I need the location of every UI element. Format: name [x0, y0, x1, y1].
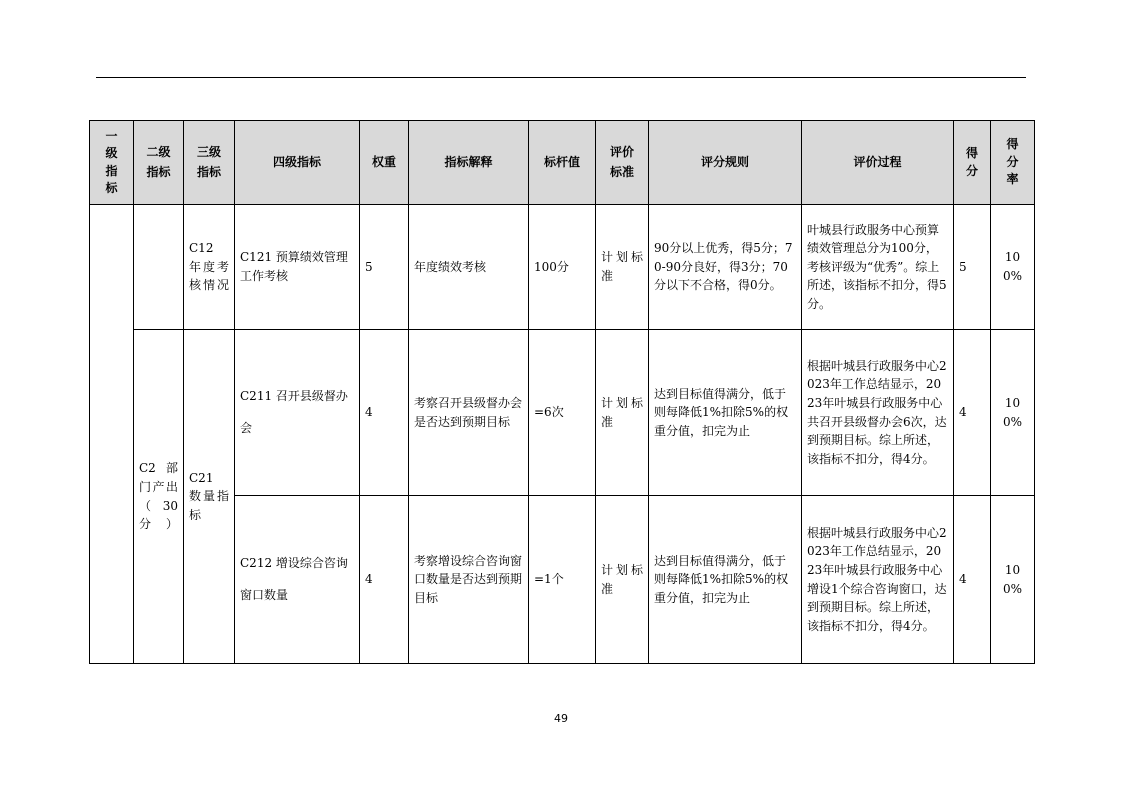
table-row — [90, 205, 1035, 330]
score-cell: 5 — [954, 205, 991, 330]
header-weight: 权重 — [360, 121, 409, 205]
rules-cell: 达到目标值得满分，低于则每降低1%扣除5%的权重分值，扣完为止 — [649, 496, 802, 664]
header-benchmark: 标杆值 — [529, 121, 596, 205]
header-rules: 评分规则 — [649, 121, 802, 205]
rate-cell: 100% — [991, 330, 1035, 496]
level1-cell — [90, 205, 134, 664]
rate-cell: 100% — [991, 496, 1035, 664]
indicator-cell: C121 预算绩效管理工作考核 — [235, 205, 360, 330]
criteria-cell: 计划标准 — [596, 496, 649, 664]
benchmark-cell: =6次 — [529, 330, 596, 496]
rate-cell: 100% — [991, 205, 1035, 330]
benchmark-cell: =1个 — [529, 496, 596, 664]
page-number: 49 — [554, 712, 568, 725]
score-cell: 4 — [954, 330, 991, 496]
header-rule — [96, 77, 1026, 78]
header-level2: 二级指标 — [134, 121, 184, 205]
level3-cell: C12 年度考核情况 — [184, 205, 235, 330]
explanation-cell: 考察召开县级督办会是否达到预期目标 — [409, 330, 529, 496]
header-level4: 四级指标 — [235, 121, 360, 205]
benchmark-cell: 100分 — [529, 205, 596, 330]
criteria-cell: 计划标准 — [596, 330, 649, 496]
header-score: 得分 — [954, 121, 991, 205]
level2-cell-empty — [134, 205, 184, 330]
weight-cell: 5 — [360, 205, 409, 330]
weight-cell: 4 — [360, 330, 409, 496]
rules-cell: 达到目标值得满分，低于则每降低1%扣除5%的权重分值，扣完为止 — [649, 330, 802, 496]
criteria-cell: 计划标准 — [596, 205, 649, 330]
level2-cell: C2 部门产出（30分） — [134, 330, 184, 664]
score-cell: 4 — [954, 496, 991, 664]
indicator-cell: C212 增设综合咨询窗口数量 — [235, 496, 360, 664]
process-cell: 根据叶城县行政服务中心2023年工作总结显示，2023年叶城县行政服务中心共召开县级督办会6次，达到预期目标。综上所述，该指标不扣分，得4分。 — [802, 330, 954, 496]
rules-cell: 90分以上优秀，得5分；70-90分良好，得3分；70分以下不合格，得0分。 — [649, 205, 802, 330]
header-explanation: 指标解释 — [409, 121, 529, 205]
evaluation-table — [89, 120, 1035, 664]
table-row — [90, 330, 1035, 496]
header-row — [90, 121, 1035, 205]
header-rate: 得分率 — [991, 121, 1035, 205]
indicator-cell: C211 召开县级督办会 — [235, 330, 360, 496]
header-level3: 三级指标 — [184, 121, 235, 205]
process-cell: 叶城县行政服务中心预算绩效管理总分为100分，考核评级为“优秀”。综上所述，该指标不扣分，得5分。 — [802, 205, 954, 330]
explanation-cell: 年度绩效考核 — [409, 205, 529, 330]
header-level1: 一级指标 — [90, 121, 134, 205]
explanation-cell: 考察增设综合咨询窗口数量是否达到预期目标 — [409, 496, 529, 664]
level3-cell: C21 数量指标 — [184, 330, 235, 664]
weight-cell: 4 — [360, 496, 409, 664]
header-criteria: 评价标准 — [596, 121, 649, 205]
header-process: 评价过程 — [802, 121, 954, 205]
process-cell: 根据叶城县行政服务中心2023年工作总结显示，2023年叶城县行政服务中心增设1个综合咨询窗口，达到预期目标。综上所述，该指标不扣分，得4分。 — [802, 496, 954, 664]
